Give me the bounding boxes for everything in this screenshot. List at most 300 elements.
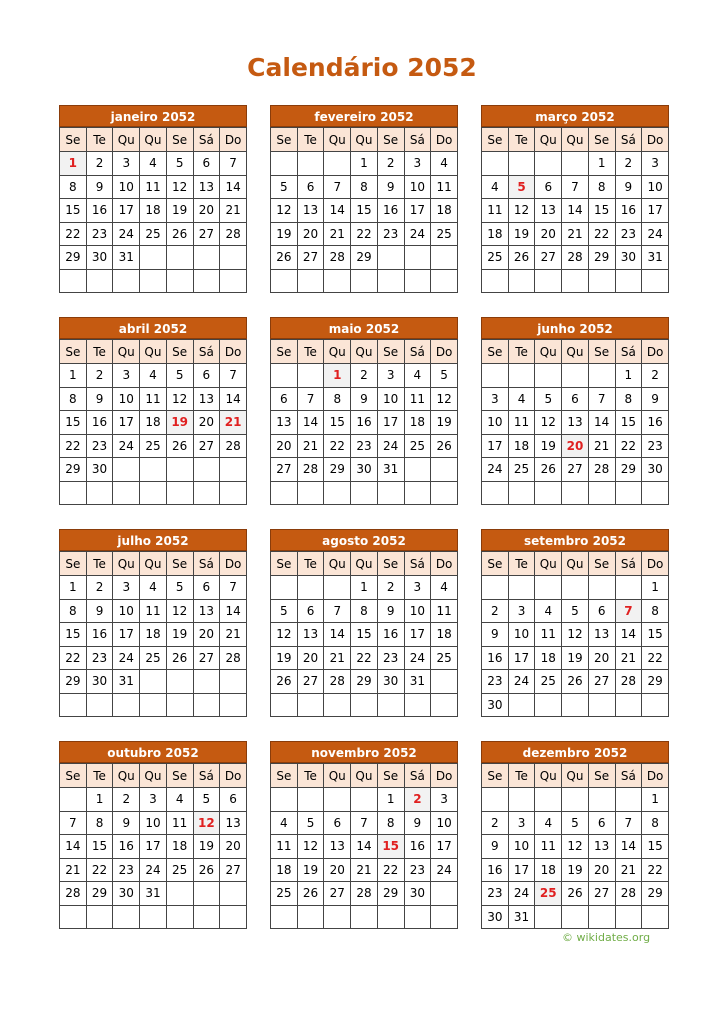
day-cell: 10 (404, 599, 431, 623)
day-cell: 20 (193, 411, 220, 435)
day-cell: 19 (271, 222, 298, 246)
weekday-header: Qu (535, 764, 562, 788)
day-cell: 16 (482, 858, 509, 882)
day-cell: 3 (113, 152, 140, 176)
day-cell: 27 (271, 458, 298, 482)
weekday-header: Se (482, 340, 509, 364)
day-cell: 5 (562, 811, 589, 835)
day-cell: 1 (377, 788, 404, 812)
day-cell: 14 (324, 199, 351, 223)
day-cell: 16 (642, 411, 669, 435)
day-cell: 3 (113, 364, 140, 388)
month-block (481, 105, 669, 293)
month-block (270, 317, 458, 505)
weekday-header: Qu (140, 128, 167, 152)
day-cell: 7 (220, 576, 247, 600)
empty-day-cell (193, 269, 220, 293)
day-cell: 24 (431, 858, 458, 882)
month-block (481, 529, 669, 717)
empty-day-cell (271, 788, 298, 812)
month-days-table (270, 339, 458, 505)
day-cell: 8 (351, 175, 378, 199)
day-cell: 1 (642, 576, 669, 600)
month-title: maio 2052 (270, 317, 458, 339)
day-cell: 4 (535, 599, 562, 623)
day-cell: 23 (404, 858, 431, 882)
weekday-header: Qu (324, 552, 351, 576)
day-cell: 3 (404, 576, 431, 600)
day-cell: 25 (535, 670, 562, 694)
weekday-header: Se (588, 128, 615, 152)
empty-day-cell (86, 693, 113, 717)
empty-day-cell (297, 905, 324, 929)
day-cell: 9 (113, 811, 140, 835)
empty-day-cell (193, 481, 220, 505)
weekday-header: Qu (351, 552, 378, 576)
weekday-header: Do (431, 764, 458, 788)
day-cell: 3 (508, 599, 535, 623)
weekday-header: Qu (562, 764, 589, 788)
empty-day-cell (220, 269, 247, 293)
day-cell: 5 (431, 364, 458, 388)
day-cell: 28 (562, 246, 589, 270)
empty-day-cell (508, 788, 535, 812)
day-cell: 19 (562, 646, 589, 670)
day-cell: 29 (86, 882, 113, 906)
weekday-header: Do (220, 552, 247, 576)
weekday-header: Se (482, 764, 509, 788)
empty-day-cell (535, 269, 562, 293)
day-cell: 21 (60, 858, 87, 882)
day-cell: 3 (140, 788, 167, 812)
day-cell: 13 (297, 623, 324, 647)
day-cell: 7 (588, 387, 615, 411)
day-cell: 7 (220, 152, 247, 176)
month-block (59, 317, 247, 505)
day-cell: 17 (508, 646, 535, 670)
month-title: fevereiro 2052 (270, 105, 458, 127)
day-cell: 30 (351, 458, 378, 482)
day-cell: 13 (588, 623, 615, 647)
day-cell: 28 (220, 646, 247, 670)
day-cell: 30 (86, 670, 113, 694)
day-cell: 31 (377, 458, 404, 482)
month-block (270, 529, 458, 717)
day-cell: 23 (86, 222, 113, 246)
day-cell: 12 (562, 623, 589, 647)
day-cell: 3 (642, 152, 669, 176)
day-cell: 12 (271, 199, 298, 223)
empty-day-cell (324, 693, 351, 717)
weekday-header: Te (297, 764, 324, 788)
day-cell: 10 (642, 175, 669, 199)
month-days-table (481, 763, 669, 929)
weekday-header: Do (642, 552, 669, 576)
weekday-header: Se (588, 552, 615, 576)
day-cell: 21 (615, 646, 642, 670)
day-cell: 16 (615, 199, 642, 223)
empty-day-cell (86, 269, 113, 293)
empty-day-cell (193, 882, 220, 906)
empty-day-cell (615, 481, 642, 505)
day-cell: 18 (404, 411, 431, 435)
day-cell: 31 (113, 670, 140, 694)
day-cell: 29 (324, 458, 351, 482)
day-cell: 6 (588, 811, 615, 835)
month-block (481, 317, 669, 505)
day-cell: 17 (113, 623, 140, 647)
day-cell: 18 (431, 623, 458, 647)
day-cell: 20 (535, 222, 562, 246)
day-cell: 10 (404, 175, 431, 199)
day-cell: 15 (351, 623, 378, 647)
month-days-table (481, 127, 669, 293)
weekday-header: Sá (193, 128, 220, 152)
day-cell: 11 (482, 199, 509, 223)
empty-day-cell (508, 364, 535, 388)
day-cell: 11 (140, 175, 167, 199)
day-cell: 24 (508, 882, 535, 906)
empty-day-cell (166, 693, 193, 717)
empty-day-cell (588, 905, 615, 929)
month-block (59, 529, 247, 717)
weekday-header: Se (166, 764, 193, 788)
month-days-table (59, 339, 247, 505)
day-cell: 29 (642, 670, 669, 694)
day-cell: 26 (562, 882, 589, 906)
day-cell: 22 (324, 434, 351, 458)
day-cell: 8 (377, 811, 404, 835)
day-cell: 28 (220, 222, 247, 246)
weekday-header: Te (86, 764, 113, 788)
day-cell: 2 (113, 788, 140, 812)
day-cell: 9 (86, 599, 113, 623)
month-days-table (270, 551, 458, 717)
day-cell: 1 (60, 576, 87, 600)
day-cell: 16 (377, 199, 404, 223)
weekday-header: Se (271, 552, 298, 576)
day-cell: 16 (404, 835, 431, 859)
day-cell: 4 (166, 788, 193, 812)
day-cell: 9 (615, 175, 642, 199)
empty-day-cell (351, 905, 378, 929)
day-cell: 15 (60, 199, 87, 223)
month-title: dezembro 2052 (481, 741, 669, 763)
empty-day-cell (193, 670, 220, 694)
holiday-day-cell: 1 (324, 364, 351, 388)
weekday-header: Te (508, 764, 535, 788)
day-cell: 14 (351, 835, 378, 859)
empty-day-cell (482, 481, 509, 505)
day-cell: 21 (324, 222, 351, 246)
day-cell: 24 (404, 646, 431, 670)
day-cell: 27 (297, 670, 324, 694)
empty-day-cell (431, 458, 458, 482)
empty-day-cell (140, 905, 167, 929)
empty-day-cell (535, 364, 562, 388)
day-cell: 5 (166, 576, 193, 600)
day-cell: 17 (377, 411, 404, 435)
empty-day-cell (615, 269, 642, 293)
empty-day-cell (271, 364, 298, 388)
weekday-header: Sá (615, 340, 642, 364)
empty-day-cell (351, 788, 378, 812)
empty-day-cell (588, 481, 615, 505)
day-cell: 23 (113, 858, 140, 882)
day-cell: 20 (297, 646, 324, 670)
empty-day-cell (271, 693, 298, 717)
day-cell: 18 (535, 858, 562, 882)
day-cell: 18 (140, 623, 167, 647)
day-cell: 22 (351, 222, 378, 246)
empty-day-cell (86, 481, 113, 505)
day-cell: 15 (60, 411, 87, 435)
empty-day-cell (220, 458, 247, 482)
day-cell: 14 (324, 623, 351, 647)
day-cell: 31 (113, 246, 140, 270)
day-cell: 29 (351, 670, 378, 694)
day-cell: 25 (166, 858, 193, 882)
empty-day-cell (508, 693, 535, 717)
day-cell: 13 (193, 175, 220, 199)
day-cell: 15 (60, 623, 87, 647)
day-cell: 20 (588, 858, 615, 882)
day-cell: 9 (377, 599, 404, 623)
day-cell: 23 (642, 434, 669, 458)
day-cell: 22 (60, 646, 87, 670)
day-cell: 15 (615, 411, 642, 435)
weekday-header: Te (86, 552, 113, 576)
day-cell: 18 (140, 411, 167, 435)
empty-day-cell (324, 269, 351, 293)
empty-day-cell (588, 788, 615, 812)
day-cell: 7 (615, 811, 642, 835)
day-cell: 11 (431, 599, 458, 623)
month-days-table (270, 127, 458, 293)
day-cell: 1 (615, 364, 642, 388)
day-cell: 4 (535, 811, 562, 835)
day-cell: 1 (86, 788, 113, 812)
day-cell: 10 (508, 623, 535, 647)
day-cell: 29 (60, 670, 87, 694)
day-cell: 30 (404, 882, 431, 906)
empty-day-cell (562, 693, 589, 717)
weekday-header: Se (482, 128, 509, 152)
empty-day-cell (86, 905, 113, 929)
empty-day-cell (60, 788, 87, 812)
empty-day-cell (535, 481, 562, 505)
day-cell: 12 (562, 835, 589, 859)
day-cell: 9 (377, 175, 404, 199)
day-cell: 27 (193, 434, 220, 458)
day-cell: 4 (482, 175, 509, 199)
day-cell: 17 (642, 199, 669, 223)
day-cell: 25 (404, 434, 431, 458)
empty-day-cell (615, 905, 642, 929)
day-cell: 21 (351, 858, 378, 882)
month-title: março 2052 (481, 105, 669, 127)
day-cell: 9 (86, 175, 113, 199)
day-cell: 21 (588, 434, 615, 458)
day-cell: 14 (562, 199, 589, 223)
empty-day-cell (615, 693, 642, 717)
empty-day-cell (297, 576, 324, 600)
month-title: outubro 2052 (59, 741, 247, 763)
day-cell: 23 (86, 646, 113, 670)
day-cell: 31 (140, 882, 167, 906)
day-cell: 26 (271, 670, 298, 694)
weekday-header: Do (220, 128, 247, 152)
day-cell: 2 (351, 364, 378, 388)
day-cell: 4 (404, 364, 431, 388)
empty-day-cell (535, 152, 562, 176)
day-cell: 24 (404, 222, 431, 246)
day-cell: 25 (271, 882, 298, 906)
weekday-header: Do (220, 764, 247, 788)
day-cell: 4 (508, 387, 535, 411)
day-cell: 29 (615, 458, 642, 482)
day-cell: 26 (193, 858, 220, 882)
empty-day-cell (166, 882, 193, 906)
empty-day-cell (220, 693, 247, 717)
day-cell: 8 (642, 811, 669, 835)
weekday-header: Se (166, 552, 193, 576)
empty-day-cell (431, 693, 458, 717)
day-cell: 9 (404, 811, 431, 835)
weekday-header: Se (271, 764, 298, 788)
day-cell: 18 (166, 835, 193, 859)
empty-day-cell (297, 152, 324, 176)
day-cell: 25 (140, 434, 167, 458)
empty-day-cell (113, 481, 140, 505)
weekday-header: Qu (535, 340, 562, 364)
weekday-header: Qu (113, 340, 140, 364)
day-cell: 23 (377, 646, 404, 670)
day-cell: 17 (404, 623, 431, 647)
day-cell: 24 (113, 434, 140, 458)
day-cell: 30 (482, 905, 509, 929)
day-cell: 6 (535, 175, 562, 199)
empty-day-cell (588, 364, 615, 388)
day-cell: 30 (482, 693, 509, 717)
day-cell: 6 (324, 811, 351, 835)
day-cell: 31 (508, 905, 535, 929)
empty-day-cell (431, 269, 458, 293)
day-cell: 24 (113, 646, 140, 670)
empty-day-cell (324, 905, 351, 929)
empty-day-cell (140, 458, 167, 482)
day-cell: 25 (431, 222, 458, 246)
day-cell: 6 (297, 599, 324, 623)
empty-day-cell (482, 576, 509, 600)
empty-day-cell (562, 481, 589, 505)
day-cell: 2 (482, 599, 509, 623)
day-cell: 29 (377, 882, 404, 906)
day-cell: 13 (535, 199, 562, 223)
empty-day-cell (351, 269, 378, 293)
weekday-header: Se (166, 128, 193, 152)
day-cell: 6 (193, 152, 220, 176)
weekday-header: Se (482, 552, 509, 576)
day-cell: 25 (508, 458, 535, 482)
day-cell: 12 (166, 387, 193, 411)
day-cell: 4 (271, 811, 298, 835)
day-cell: 19 (431, 411, 458, 435)
empty-day-cell (482, 269, 509, 293)
empty-day-cell (562, 152, 589, 176)
day-cell: 4 (140, 576, 167, 600)
empty-day-cell (508, 481, 535, 505)
day-cell: 5 (271, 175, 298, 199)
weekday-header: Sá (615, 764, 642, 788)
day-cell: 21 (220, 199, 247, 223)
day-cell: 28 (297, 458, 324, 482)
day-cell: 1 (351, 152, 378, 176)
empty-day-cell (404, 246, 431, 270)
empty-day-cell (615, 788, 642, 812)
day-cell: 30 (615, 246, 642, 270)
weekday-header: Do (431, 552, 458, 576)
empty-day-cell (535, 693, 562, 717)
weekday-header: Qu (324, 764, 351, 788)
day-cell: 29 (60, 246, 87, 270)
holiday-day-cell: 21 (220, 411, 247, 435)
empty-day-cell (60, 481, 87, 505)
empty-day-cell (642, 693, 669, 717)
empty-day-cell (535, 788, 562, 812)
day-cell: 14 (615, 623, 642, 647)
month-title: agosto 2052 (270, 529, 458, 551)
month-title: junho 2052 (481, 317, 669, 339)
day-cell: 29 (351, 246, 378, 270)
empty-day-cell (297, 788, 324, 812)
day-cell: 6 (193, 576, 220, 600)
weekday-header: Qu (113, 128, 140, 152)
day-cell: 22 (351, 646, 378, 670)
day-cell: 27 (588, 882, 615, 906)
day-cell: 7 (220, 364, 247, 388)
day-cell: 29 (642, 882, 669, 906)
day-cell: 2 (86, 364, 113, 388)
day-cell: 17 (140, 835, 167, 859)
empty-day-cell (377, 693, 404, 717)
day-cell: 7 (324, 599, 351, 623)
month-title: abril 2052 (59, 317, 247, 339)
day-cell: 1 (588, 152, 615, 176)
empty-day-cell (220, 882, 247, 906)
empty-day-cell (140, 670, 167, 694)
day-cell: 26 (166, 222, 193, 246)
weekday-header: Do (642, 128, 669, 152)
day-cell: 4 (431, 152, 458, 176)
month-days-table (481, 551, 669, 717)
weekday-header: Se (377, 552, 404, 576)
day-cell: 28 (351, 882, 378, 906)
day-cell: 10 (113, 175, 140, 199)
weekday-header: Se (271, 340, 298, 364)
day-cell: 5 (562, 599, 589, 623)
day-cell: 8 (60, 175, 87, 199)
weekday-header: Sá (193, 764, 220, 788)
day-cell: 19 (562, 858, 589, 882)
day-cell: 11 (535, 623, 562, 647)
weekday-header: Qu (535, 552, 562, 576)
empty-day-cell (297, 364, 324, 388)
empty-day-cell (377, 481, 404, 505)
month-days-table (59, 551, 247, 717)
day-cell: 30 (113, 882, 140, 906)
empty-day-cell (404, 905, 431, 929)
